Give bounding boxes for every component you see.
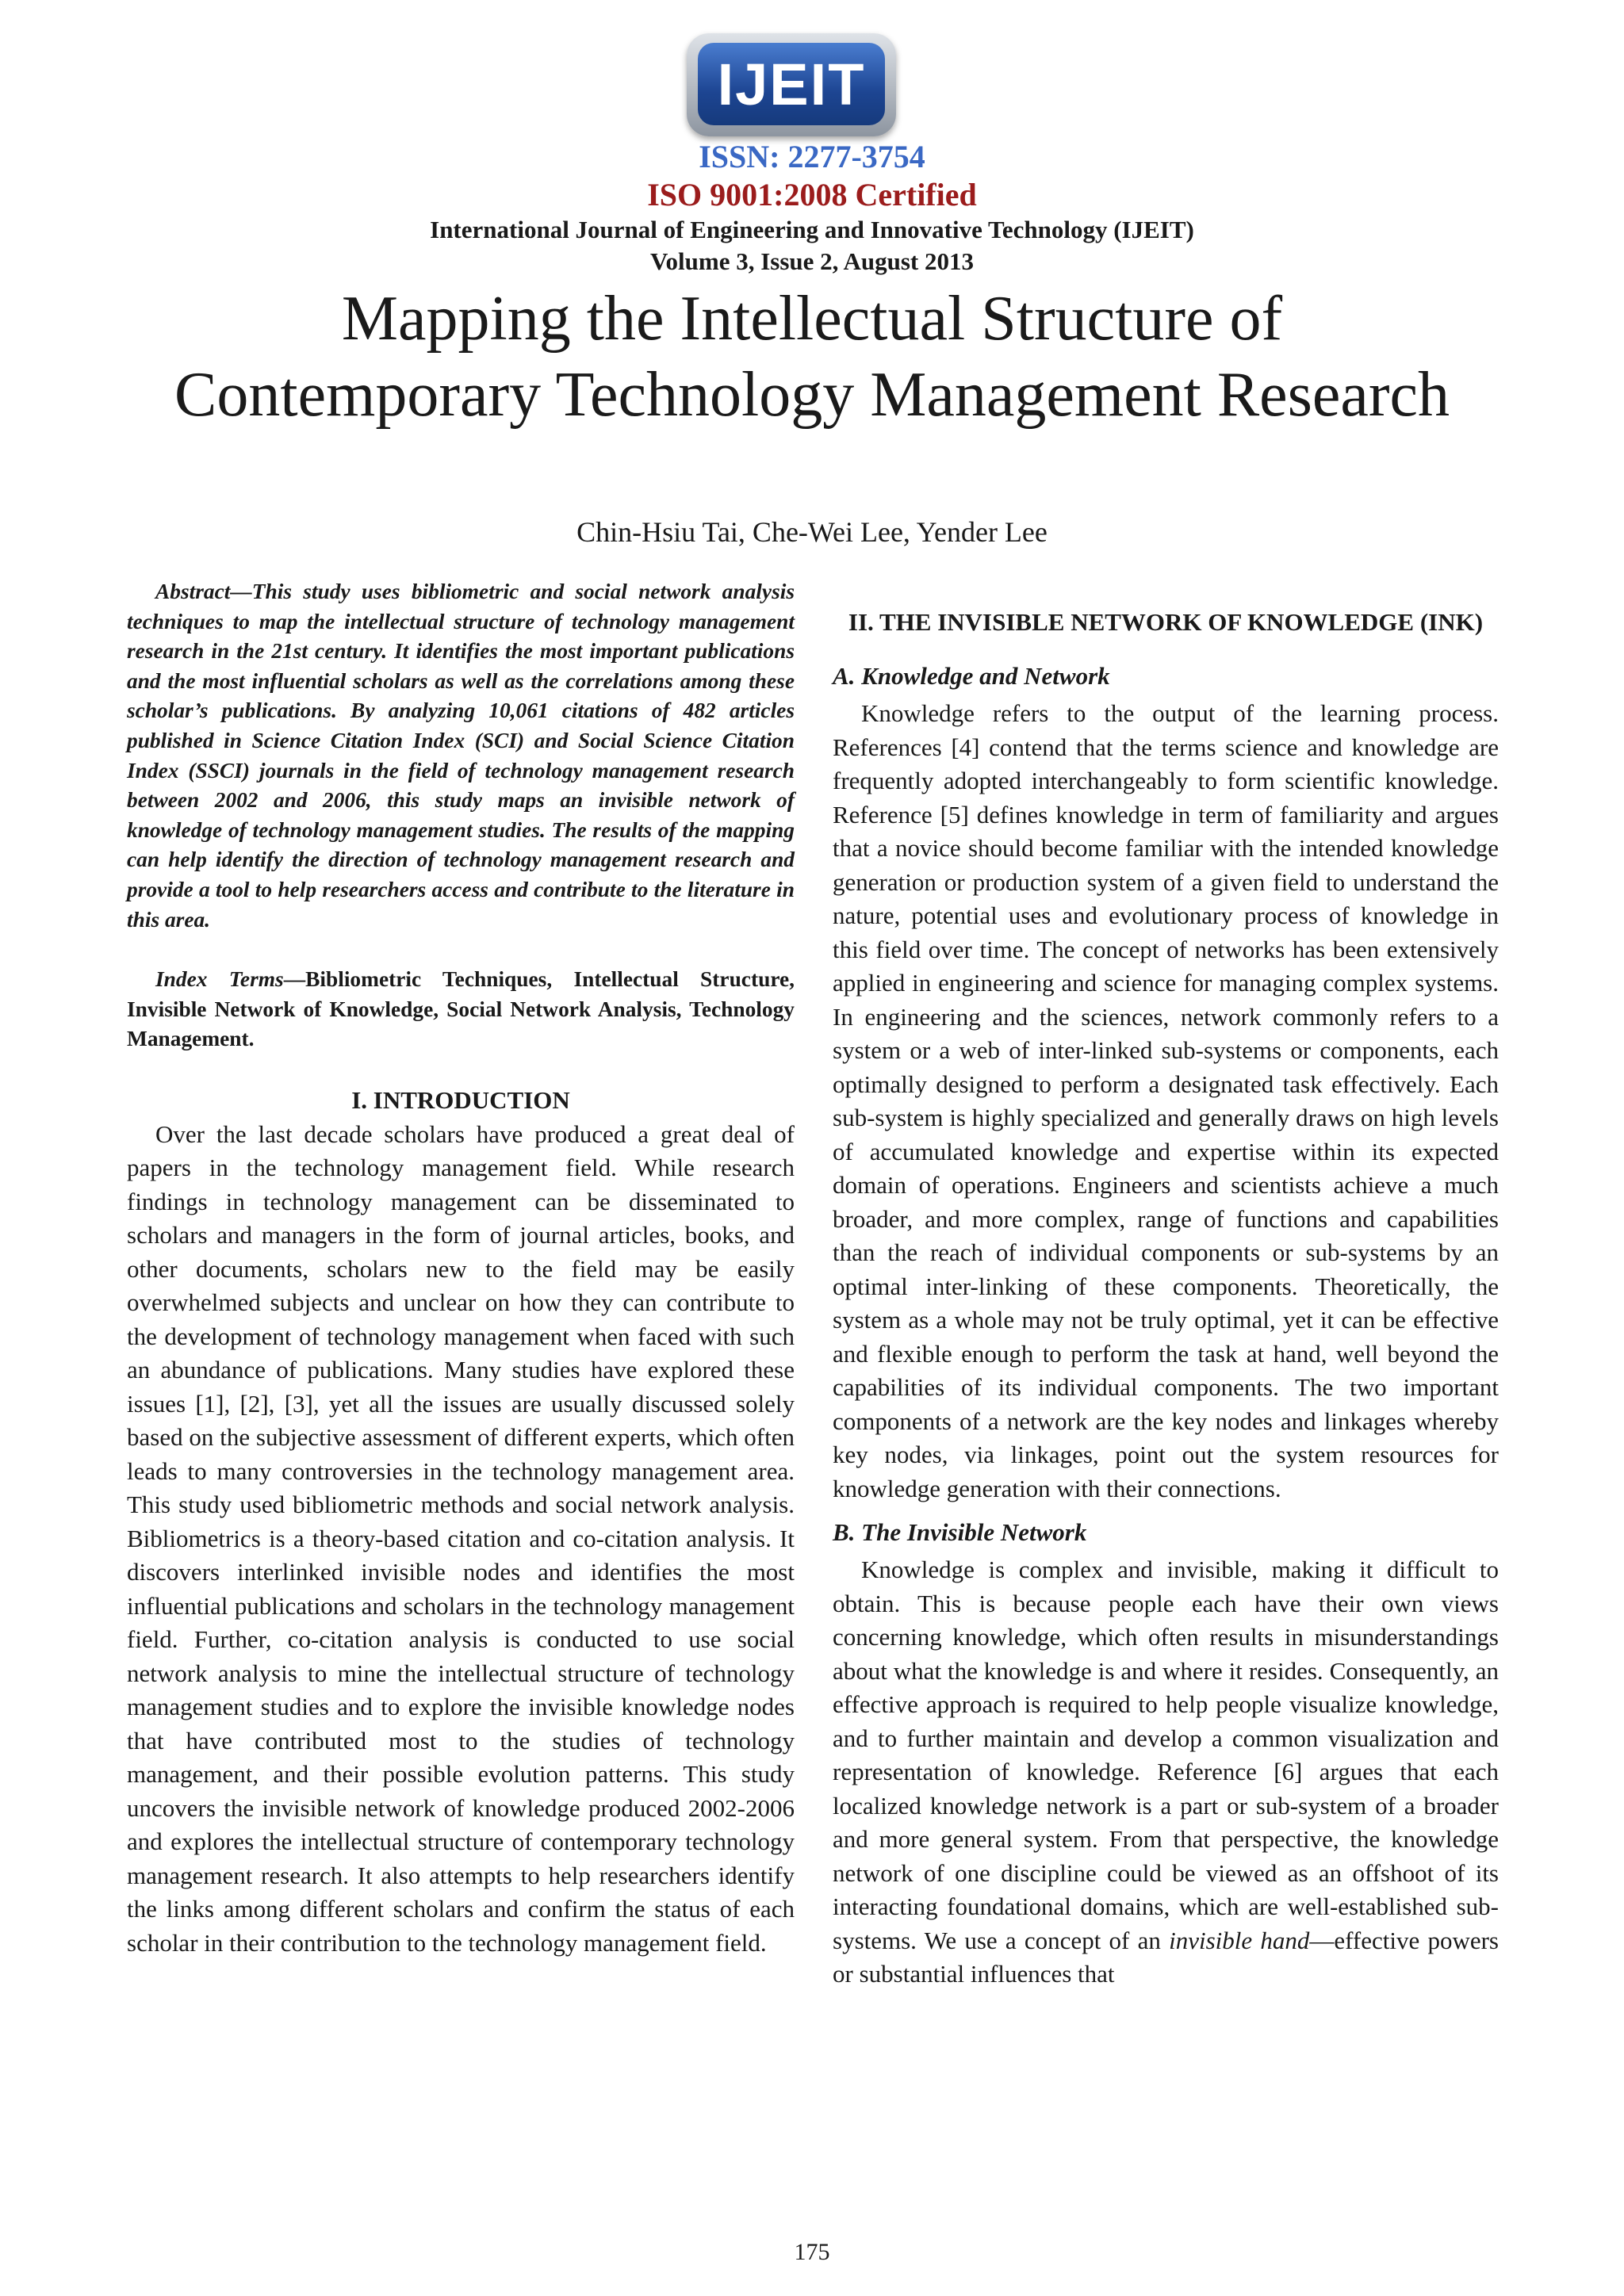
right-column: [833, 607, 1499, 1992]
page-number: 175: [794, 2239, 830, 2265]
logo-badge: [687, 33, 896, 136]
journal-logo: [687, 33, 896, 136]
iso-certification-line: ISO 9001:2008 Certified: [647, 177, 977, 212]
logo-text: IJEIT: [717, 51, 866, 117]
introduction-paragraph: Over the last decade scholars have produced a great deal of papers in the technology management field. While research findings in technology management can be disseminated to scholars and managers in the form of journal articles, books, and other documents, scholars new to the field may be easily overwhelmed subjects and unclear on how they can contribute to the development of technology management when faced with such an abundance of publications. Many studies have explored these issues [1], [2], [3], yet all the issues are usually discussed solely based on the subjective assessment of different experts, which often leads to many controversies in the technology management area. This study used bibliometric methods and social network analysis. Bibliometrics is a theory-based citation and co-citation analysis. It discovers interlinked invisible nodes and identifies the most influential publications and scholars in the technology management field. Further, co-citation analysis is conducted to use social network analysis to mine the intellectual structure of technology management studies and to explore the invisible knowledge nodes that have contributed most to the studies of technology management, and their possible evolution patterns. This study uncovers the invisible network of knowledge produced 2002-2006 and explores the intellectual structure of contemporary technology management research. It also attempts to help researchers identify the links among different scholars and confirm the status of each scholar in their contribution to the technology management field.: [127, 1119, 795, 1957]
invisible-network-paragraph: [833, 1553, 1499, 1992]
index-terms-label: Index Terms: [155, 967, 284, 992]
left-column: [127, 577, 795, 1960]
subsection-heading-invisible-network: B. The Invisible Network: [833, 1518, 1087, 1546]
section-heading-introduction: I. INTRODUCTION: [351, 1085, 570, 1114]
invisible-hand-term: invisible hand: [1169, 1926, 1310, 1954]
paper-authors: Chin-Hsiu Tai, Che-Wei Lee, Yender Lee: [576, 516, 1048, 548]
invisible-network-text: Knowledge is complex and invisible, making it difficult to obtain. This is because people each have their own views concerning knowledge, which often results in misunderstandings about what the knowledge is and where it resides. Consequently, an effective approach is required to help people visualize knowledge, and to further maintain and develop a common visualization and representation of knowledge. Reference [6] argues that each localized knowledge network is a part or sub-system of a broader and more general system. From that perspective, the knowledge network of one discipline could be viewed as an offshoot of its interacting foundational domains, which are well-established sub-systems. We use a concept of an: [833, 1556, 1499, 1954]
section-heading-ink: II. THE INVISIBLE NETWORK OF KNOWLEDGE (INK): [848, 608, 1484, 636]
journal-volume: Volume 3, Issue 2, August 2013: [650, 247, 974, 275]
logo-inner: [698, 43, 885, 125]
issn-line: ISSN: 2277-3754: [699, 139, 925, 174]
subsection-heading-knowledge-network: A. Knowledge and Network: [833, 662, 1110, 690]
knowledge-network-paragraph: Knowledge refers to the output of the learning process. References [4] contend that the terms science and knowledge are frequently adopted interchangeably to form scientific knowledge. Reference [5] defines knowledge in term of familiarity and argues that a novice should become familiar with the intended knowledge generation or production system of a given field to understand the nature, potential uses and evolutionary process of knowledge in this field over time. The concept of networks has been extensively applied in engineering and science for managing complex systems. In engineering and the sciences, network commonly refers to a system or a web of inter-linked sub-systems or components, each optimally designed to perform a designated task effectively. Each sub-system is highly specialized and generally draws on high levels of accumulated knowledge and expertise within its expected domain of operations. Engineers and scientists achieve a much broader, and more complex, range of functions and capabilities than the reach of individual components or sub-systems by an optimal inter-linking of these components. Theoretically, the system as a whole may not be truly optimal, yet it can be effective and flexible enough to perform the task at hand, well beyond the capabilities of its individual components. The two important components of a network are the key nodes and linkages whereby key nodes, via linkages, point out the system resources for knowledge generation with their connections.: [833, 699, 1499, 1502]
invisible-network-tail: —effective powers or substantial influences that: [833, 1926, 1499, 1988]
paper-title: Mapping the Intellectual Structure of Contemporary Technology Management Research: [174, 284, 1450, 430]
abstract: Abstract—This study uses bibliometric and social network analysis techniques to map the intellectual structure of technology management research in the 21st century. It identifies the most important publications and the most influential scholars as well as the correlations among these scholar’s publications. By analyzing 10,061 citations of 482 articles published in Science Citation Index (SCI) and Social Science Citation Index (SSCI) journals in the field of technology management research between 2002 and 2006, this study maps an invisible network of knowledge of technology management studies. The results of the mapping can help identify the direction of technology management research and provide a tool to help researchers access and contribute to the literature in this area.: [127, 580, 795, 932]
journal-name: International Journal of Engineering and Innovative Technology (IJEIT): [430, 216, 1194, 243]
index-terms: [127, 965, 795, 1054]
index-terms-text: —Bibliometric Techniques, Intellectual Structure, Invisible Network of Knowledge, Social Network Analysis, Technology Management.: [127, 967, 795, 1051]
